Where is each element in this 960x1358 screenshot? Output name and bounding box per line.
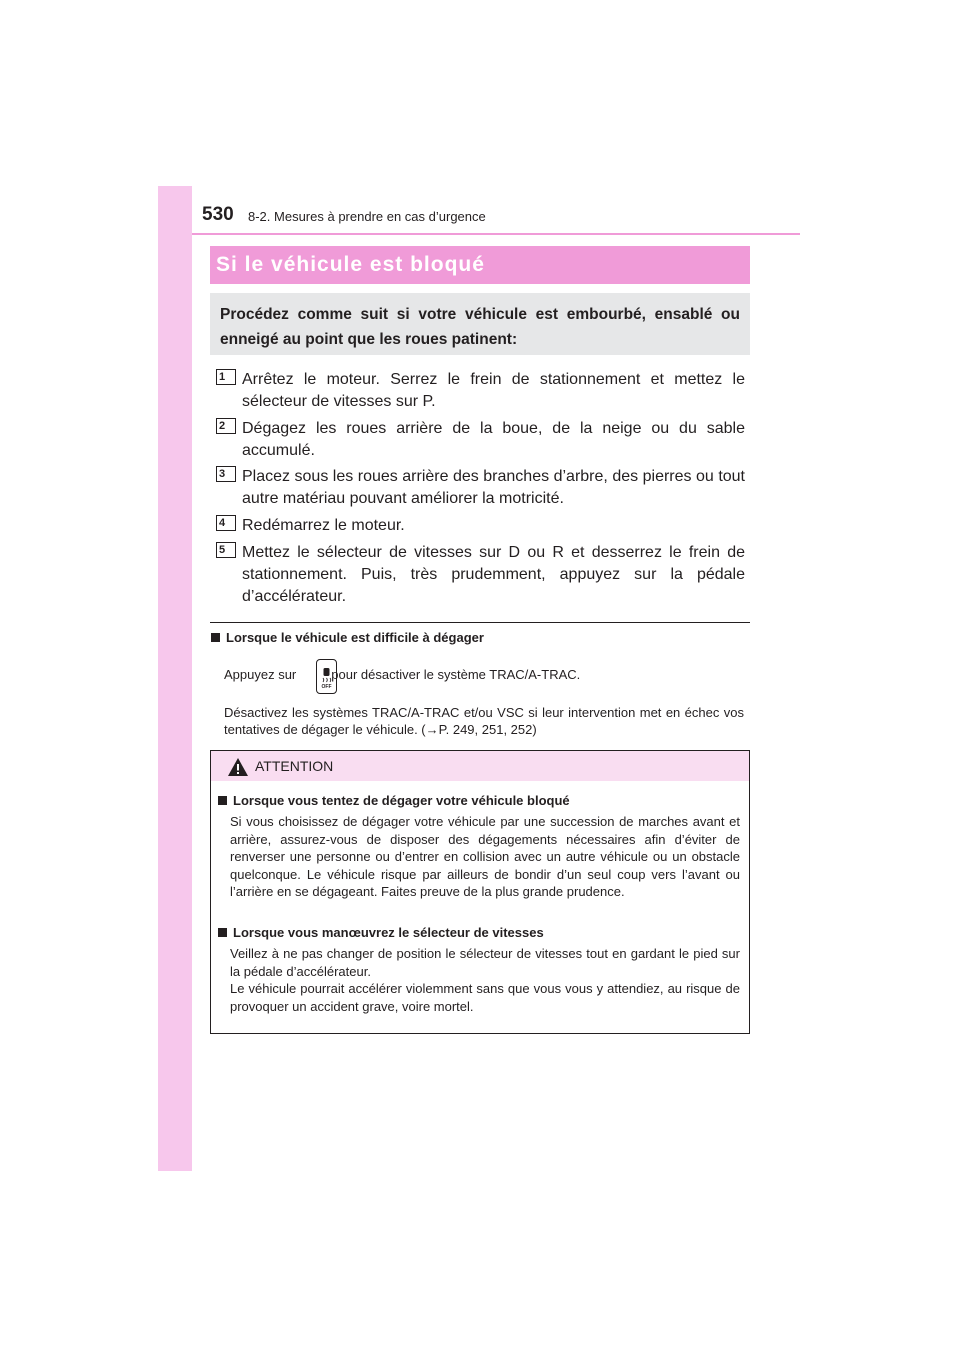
note-heading — [211, 630, 484, 646]
warning-item-1-title: Lorsque vous tentez de dégager votre véhicule bloqué — [233, 793, 570, 808]
icon-off-label: OFF — [321, 684, 332, 690]
section-title: Si le véhicule est bloqué — [216, 253, 485, 276]
step-number-1: 1 — [216, 369, 236, 385]
section-rule — [210, 622, 750, 623]
warning-item-2-text-2: Le véhicule pourrait accélérer violemment sans que vous vous y attendiez, au risque de provoquer un accident grave, voire mortel. — [230, 981, 740, 1014]
step-text-5: Mettez le sélecteur de vitesses sur D ou R et desserrez le frein de stationnement. Puis, très prudemment, appuyez sur la pédale d’accélérateur. — [242, 544, 745, 605]
note-detail: Désactivez les systèmes TRAC/A-TRAC et/ou VSC si leur intervention met en échec vos tentatives de dégager le véhicule. (→P. 249, 251, 252) — [224, 705, 744, 737]
intro-text: Procédez comme suit si votre véhicule est embourbé, ensablé ou enneigé au point que les roues patinent: — [220, 306, 740, 348]
chapter-side-tab — [158, 186, 192, 1171]
header-divider — [192, 233, 800, 235]
warning-item-1-text: Si vous choisissez de dégager votre véhicule par une succession de marches avant et arrière, assurez-vous de disposer des dégagements nécessaires afin d’éviter de renverser une personne ou d’entrer en collision avec un autre véhicule ou un obstacle quelconque. Le véhicule risque par ailleurs de bondir d’un seul coup vers l’avant ou l’arrière en se dégageant. Faites preuve de la plus grande prudence. — [230, 814, 740, 899]
warning-header — [211, 751, 749, 781]
warning-item-2-text-1: Veillez à ne pas changer de position le sélecteur de vitesses tout en gardant le pied sur la pédale d’accélérateur. — [230, 946, 740, 979]
step-number-5: 5 — [216, 542, 236, 558]
step-text-1: Arrêtez le moteur. Serrez le frein de stationnement et mettez le sélecteur de vitesses sur P. — [242, 371, 745, 410]
trac-off-button-icon — [316, 659, 337, 694]
note-instruction — [224, 667, 580, 683]
step-text-2: Dégagez les roues arrière de la boue, de la neige ou du sable accumulé. — [242, 420, 745, 459]
note-line1-before: Appuyez sur — [224, 667, 297, 682]
step-number-4: 4 — [216, 515, 236, 531]
step-number-3: 3 — [216, 466, 236, 482]
warning-label: ATTENTION — [255, 758, 334, 774]
step-text-3: Placez sous les roues arrière des branches d’arbre, des pierres ou tout autre matériau pouvant améliorer la motricité. — [242, 468, 745, 507]
skidding-car-icon — [317, 660, 336, 693]
step-number-2: 2 — [216, 418, 236, 434]
square-bullet-icon — [218, 796, 227, 805]
square-bullet-icon — [218, 928, 227, 937]
warning-item-1-heading — [218, 793, 570, 809]
warning-triangle-icon — [227, 757, 249, 777]
note-title: Lorsque le véhicule est difficile à dégager — [226, 630, 484, 645]
warning-item-2-heading — [218, 925, 544, 941]
page-number: 530 — [202, 204, 234, 225]
square-bullet-icon — [211, 633, 220, 642]
note-line1-after: pour désactiver le système TRAC/A-TRAC. — [331, 667, 581, 682]
warning-item-2-title: Lorsque vous manœuvrez le sélecteur de vitesses — [233, 925, 544, 940]
warning-box — [210, 750, 750, 1034]
chapter-title: 8-2. Mesures à prendre en cas d’urgence — [248, 209, 486, 224]
intro-box — [210, 293, 750, 355]
step-text-4: Redémarrez le moteur. — [242, 517, 405, 534]
section-title-bar — [210, 246, 750, 284]
